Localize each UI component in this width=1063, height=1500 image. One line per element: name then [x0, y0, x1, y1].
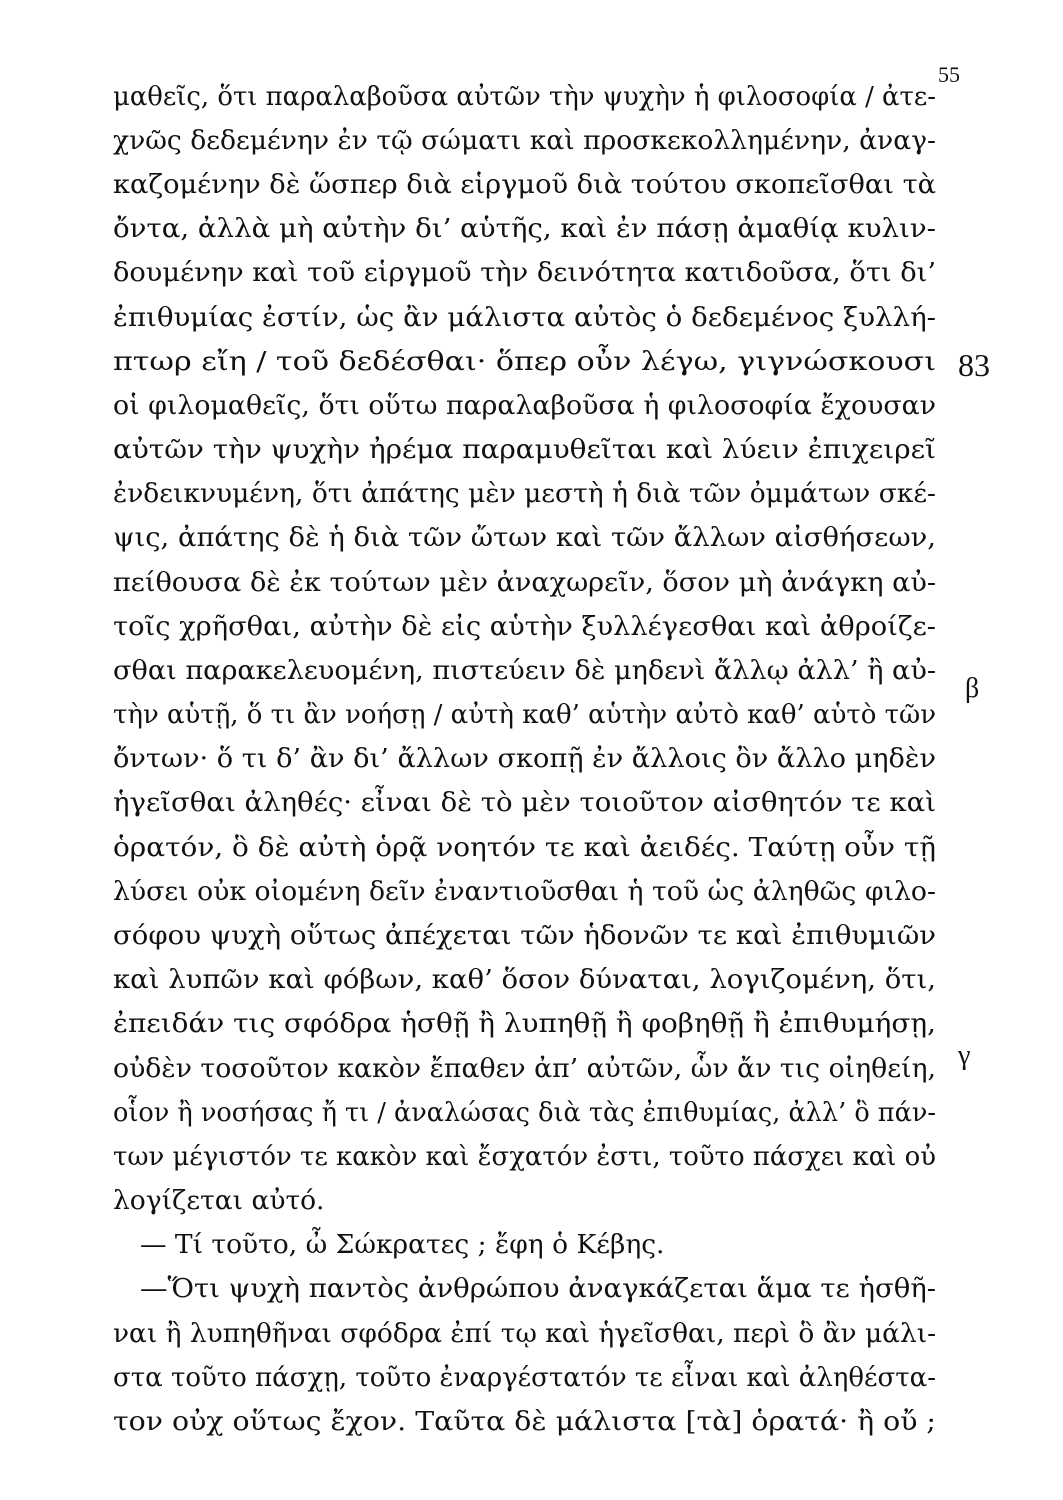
- text-line: οὐδὲν τοσοῦτον κακὸν ἔπαθεν ἀπ’ αὐτῶν, ὧν ἄν τις οἰηθείη,: [113, 1053, 937, 1084]
- text-line: ὄντων· ὅ τι δ’ ἂν δι’ ἄλλων σκοπῇ ἐν ἄλλοις ὂν ἄλλο μηδὲν: [113, 743, 936, 774]
- text-line: καζομένην δὲ ὥσπερ διὰ εἱργμοῦ διὰ τούτου σκοπεῖσθαι τὰ: [113, 169, 937, 200]
- text-line: καὶ λυπῶν καὶ φόβων, καθ’ ὅσον δύναται, λογιζομένη, ὅτι,: [113, 964, 936, 995]
- text-line: οἱ φιλομαθεῖς, ὅτι οὕτω παραλαβοῦσα ἡ φιλοσοφία ἔχουσαν: [113, 390, 936, 421]
- text-line: — Τί τοῦτο, ὦ Σώκρατες ; ἔφη ὁ Κέβης.: [140, 1229, 665, 1260]
- text-line: —Ὅτι ψυχὴ παντὸς ἀνθρώπου ἀναγκάζεται ἅμα τε ἡσθῆ-: [140, 1273, 936, 1304]
- text-line: ὄντα, ἀλλὰ μὴ αὐτὴν δι’ αὑτῆς, καὶ ἐν πάσῃ ἀμαθίᾳ κυλιν-: [113, 213, 936, 244]
- text-line: ὁρατόν, ὃ δὲ αὐτὴ ὁρᾷ νοητόν τε καὶ ἀειδές. Ταύτῃ οὖν τῇ: [113, 832, 937, 863]
- text-line: ἐνδεικνυμένη, ὅτι ἀπάτης μὲν μεστὴ ἡ διὰ τῶν ὀμμάτων σκέ-: [113, 478, 936, 509]
- text-line: των μέγιστόν τε κακὸν καὶ ἔσχατόν ἐστι, τοῦτο πάσχει καὶ οὐ: [113, 1141, 936, 1172]
- margin-note-beta: β: [965, 673, 980, 704]
- text-line: ἐπιθυμίας ἐστίν, ὡς ἂν μάλιστα αὐτὸς ὁ δεδεμένος ξυλλή-: [113, 302, 936, 333]
- text-line: λύσει οὐκ οἰομένη δεῖν ἐναντιοῦσθαι ἡ τοῦ ὡς ἀληθῶς φιλο-: [113, 876, 936, 907]
- text-line: τὴν αὑτῇ, ὅ τι ἂν νοήσῃ / αὐτὴ καθ’ αὑτὴν αὐτὸ καθ’ αὑτὸ τῶν: [113, 699, 936, 730]
- text-line: πείθουσα δὲ ἐκ τούτων μὲν ἀναχωρεῖν, ὅσον μὴ ἀνάγκη αὐ-: [113, 567, 936, 598]
- text-line: πτωρ εἴη / τοῦ δεδέσθαι· ὅπερ οὖν λέγω, γιγνώσκουσι: [113, 346, 937, 377]
- text-line: ψις, ἀπάτης δὲ ἡ διὰ τῶν ὤτων καὶ τῶν ἄλλων αἰσθήσεων,: [113, 522, 937, 553]
- margin-note-gamma: γ: [958, 1040, 971, 1071]
- text-line: σθαι παρακελευομένη, πιστεύειν δὲ μηδενὶ ἄλλῳ ἀλλ’ ἢ αὐ-: [113, 655, 937, 686]
- text-line: δουμένην καὶ τοῦ εἱργμοῦ τὴν δεινότητα κατιδοῦσα, ὅτι δι’: [113, 257, 937, 288]
- text-line: μαθεῖς, ὅτι παραλαβοῦσα αὐτῶν τὴν ψυχὴν ἡ φιλοσοφία / ἀτε-: [113, 81, 936, 112]
- text-line: τον οὐχ οὕτως ἔχον. Ταῦτα δὲ μάλιστα [τὰ] ὁρατά· ἢ οὔ ;: [113, 1406, 936, 1437]
- text-line: ἐπειδάν τις σφόδρα ἡσθῇ ἢ λυπηθῇ ἢ φοβηθῇ ἢ ἐπιθυμήσῃ,: [113, 1008, 936, 1039]
- text-line: λογίζεται αὐτό.: [113, 1185, 325, 1216]
- text-line: τοῖς χρῆσθαι, αὐτὴν δὲ εἰς αὑτὴν ξυλλέγεσθαι καὶ ἀθροίζε-: [113, 611, 936, 642]
- text-line: αὐτῶν τὴν ψυχὴν ἠρέμα παραμυθεῖται καὶ λύειν ἐπιχειρεῖ: [113, 434, 936, 465]
- text-line: χνῶς δεδεμένην ἐν τῷ σώματι καὶ προσκεκολλημένην, ἀναγ-: [113, 125, 936, 156]
- margin-note-83: 83: [958, 347, 990, 383]
- text-line: ἡγεῖσθαι ἀληθές· εἶναι δὲ τὸ μὲν τοιοῦτον αἰσθητόν τε καὶ: [113, 787, 936, 818]
- text-line: ναι ἢ λυπηθῆναι σφόδρα ἐπί τῳ καὶ ἡγεῖσθαι, περὶ ὃ ἂν μάλι-: [113, 1318, 936, 1349]
- text-line: σόφου ψυχὴ οὕτως ἀπέχεται τῶν ἡδονῶν τε καὶ ἐπιθυμιῶν: [113, 920, 936, 951]
- page-number: 55: [938, 62, 960, 87]
- text-line: οἷον ἢ νοσήσας ἤ τι / ἀναλώσας διὰ τὰς ἐπιθυμίας, ἀλλ’ ὃ πάν-: [113, 1097, 936, 1128]
- text-line: στα τοῦτο πάσχῃ, τοῦτο ἐναργέστατόν τε εἶναι καὶ ἀληθέστα-: [113, 1362, 936, 1393]
